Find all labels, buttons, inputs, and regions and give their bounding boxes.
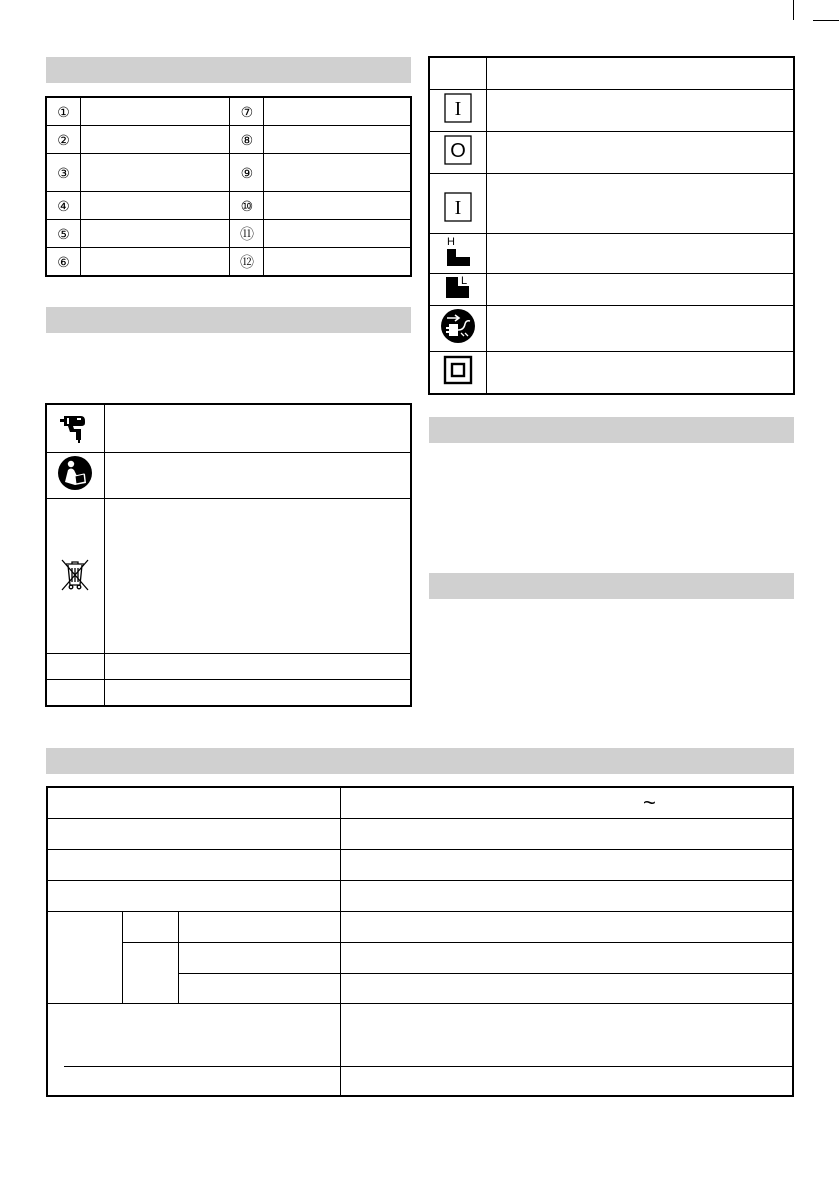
symbol-cell: [430, 90, 487, 132]
symbol-description: [104, 680, 410, 706]
symbol-cell: [47, 499, 105, 654]
part-number: ②: [47, 126, 81, 154]
symbol-cell: [47, 680, 105, 706]
symbols-table-left: [46, 404, 411, 706]
part-number: ⑨: [230, 154, 264, 192]
part-name: [80, 220, 230, 248]
part-number: ⑪: [230, 220, 264, 248]
symbols-table-right: [429, 57, 794, 394]
section-bar-symbols: [46, 307, 411, 333]
part-name: [264, 220, 411, 248]
symbol-description: [104, 499, 410, 654]
part-number: ⑤: [47, 220, 81, 248]
table-row: [430, 234, 794, 274]
svg-text:H: H: [446, 236, 455, 248]
part-name: [80, 98, 230, 126]
part-number: ③: [47, 154, 81, 192]
symbol-cell: [430, 274, 487, 306]
symbol-description: [486, 90, 793, 132]
symbol-description: [104, 453, 410, 499]
symbol-cell: [430, 132, 487, 174]
part-name: [264, 154, 411, 192]
part-number: ④: [47, 192, 81, 220]
crop-mark: [793, 0, 794, 20]
table-row: [47, 453, 411, 499]
row-divider: [48, 880, 792, 881]
symbol-description: [104, 405, 410, 453]
symbol-description: [486, 306, 793, 352]
part-name: [80, 126, 230, 154]
symbol-cell: [430, 306, 487, 352]
column-divider: [178, 911, 179, 1003]
row-divider: [48, 911, 792, 912]
crop-mark: [813, 20, 839, 21]
part-name: [264, 248, 411, 276]
row-divider: [64, 1066, 340, 1067]
table-row: [47, 499, 411, 654]
table-row: [430, 58, 794, 90]
svg-text:O: O: [450, 140, 466, 162]
symbol-description: [486, 352, 793, 394]
parts-table: [46, 97, 411, 276]
table-row: [430, 174, 794, 234]
symbol-description: [486, 234, 793, 274]
symbol-cell: [430, 234, 487, 274]
row-divider: [48, 818, 792, 819]
part-number: ①: [47, 98, 81, 126]
symbol-cell: [430, 58, 487, 90]
read-manual-icon: [56, 454, 94, 492]
table-row: [47, 654, 411, 680]
table-row: [47, 680, 411, 706]
table-row: [47, 220, 411, 248]
section-bar-specifications: [46, 748, 794, 774]
symbol-description: [486, 274, 793, 306]
unplug-icon: [439, 307, 477, 345]
symbol-description: [104, 654, 410, 680]
symbol-cell: [430, 352, 487, 394]
symbol-description: [486, 174, 793, 234]
part-number: ⑦: [230, 98, 264, 126]
ac-tilde-symbol: ~: [643, 790, 656, 815]
row-divider: [340, 1066, 792, 1067]
symbol-cell: [47, 405, 105, 453]
table-row: [47, 98, 411, 126]
switch-on-icon: [444, 93, 472, 123]
speed-low-icon: [443, 274, 473, 300]
part-name: [264, 192, 411, 220]
table-row: [430, 306, 794, 352]
part-name: [80, 154, 230, 192]
table-row: [430, 274, 794, 306]
row-divider: [178, 973, 792, 974]
table-row: [47, 126, 411, 154]
crossed-bin-icon: [59, 556, 91, 592]
row-divider: [48, 1003, 792, 1004]
part-number: ⑧: [230, 126, 264, 154]
part-number: ⑩: [230, 192, 264, 220]
part-name: [264, 98, 411, 126]
part-name: [80, 248, 230, 276]
symbol-cell: [47, 654, 105, 680]
switch-on-icon: [444, 192, 472, 222]
table-row: [47, 192, 411, 220]
svg-text:I: I: [454, 197, 462, 219]
switch-off-icon: [444, 135, 472, 165]
section-bar-parts: [46, 57, 411, 83]
column-divider: [122, 911, 123, 1003]
symbol-description: [486, 132, 793, 174]
table-row: [47, 405, 411, 453]
svg-text:L: L: [460, 275, 468, 287]
symbol-cell: [47, 453, 105, 499]
table-row: [47, 248, 411, 276]
part-number: ⑫: [230, 248, 264, 276]
table-row: [430, 132, 794, 174]
section-bar-right-2: [429, 573, 794, 599]
symbol-cell: [430, 174, 487, 234]
table-row: [430, 90, 794, 132]
part-name: [80, 192, 230, 220]
row-divider: [48, 849, 792, 850]
section-bar-right-1: [429, 417, 794, 443]
part-name: [264, 126, 411, 154]
part-number: ⑥: [47, 248, 81, 276]
specifications-table: [46, 786, 794, 1097]
speed-high-icon: [443, 234, 473, 268]
drill-icon: [57, 408, 93, 444]
double-insulation-icon: [443, 355, 473, 385]
table-row: [430, 352, 794, 394]
table-row: [47, 154, 411, 192]
svg-text:I: I: [454, 98, 462, 120]
row-divider: [122, 942, 792, 943]
symbol-description: [486, 58, 793, 90]
